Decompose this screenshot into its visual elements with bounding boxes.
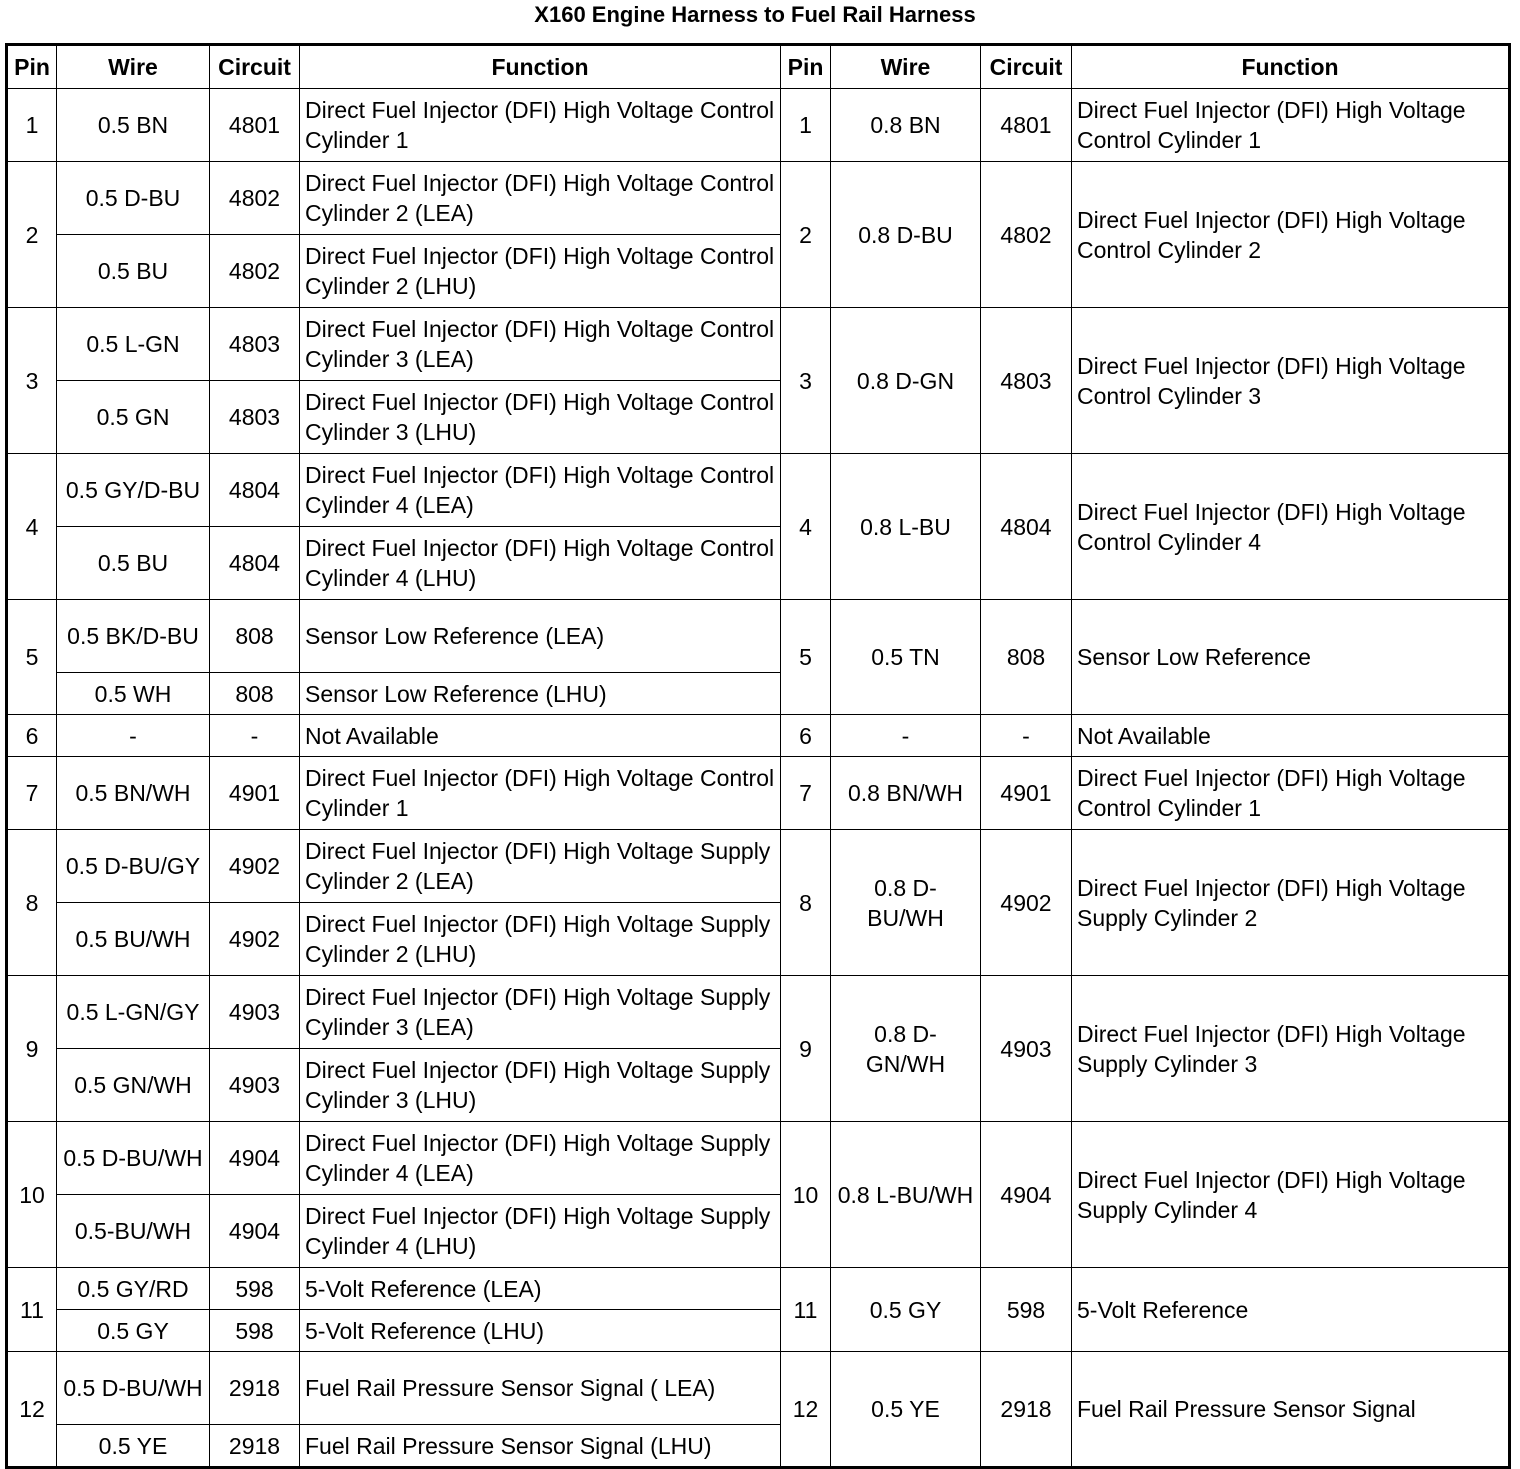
pin-left: 2 xyxy=(7,162,57,308)
pin-right: 2 xyxy=(781,162,831,308)
table-row xyxy=(7,1352,1510,1425)
function-right: Direct Fuel Injector (DFI) High Voltage Control Cylinder 1 xyxy=(1072,89,1510,162)
table-row xyxy=(7,1122,1510,1195)
wire-left: 0.5 D-BU/WH xyxy=(57,1352,210,1425)
wire-left: 0.5 L-GN xyxy=(57,308,210,381)
wire-left: 0.5 D-BU/GY xyxy=(57,830,210,903)
wire-left: 0.5-BU/WH xyxy=(57,1195,210,1268)
table-row xyxy=(7,89,1510,162)
function-left: Not Available xyxy=(300,715,781,757)
circuit-right: 4803 xyxy=(981,308,1072,454)
wire-left: 0.5 D-BU/WH xyxy=(57,1122,210,1195)
circuit-left: 4802 xyxy=(210,162,300,235)
circuit-left: 4804 xyxy=(210,454,300,527)
circuit-right: 598 xyxy=(981,1268,1072,1352)
function-right: Not Available xyxy=(1072,715,1510,757)
pin-left: 12 xyxy=(7,1352,57,1468)
circuit-left: 4903 xyxy=(210,976,300,1049)
circuit-right: 4902 xyxy=(981,830,1072,976)
circuit-left: 4904 xyxy=(210,1122,300,1195)
pin-left: 10 xyxy=(7,1122,57,1268)
table-row xyxy=(7,757,1510,830)
wire-left: - xyxy=(57,715,210,757)
pinout-table xyxy=(5,43,1511,1469)
wire-right: 0.8 D-BU xyxy=(831,162,981,308)
header-circuit-right: Circuit xyxy=(981,45,1072,89)
function-right: Direct Fuel Injector (DFI) High Voltage Control Cylinder 2 xyxy=(1072,162,1510,308)
header-wire-left: Wire xyxy=(57,45,210,89)
pin-right: 12 xyxy=(781,1352,831,1468)
function-left: Direct Fuel Injector (DFI) High Voltage Supply Cylinder 3 (LEA) xyxy=(300,976,781,1049)
table-row xyxy=(7,830,1510,903)
wire-left: 0.5 D-BU xyxy=(57,162,210,235)
wire-left: 0.5 BU xyxy=(57,235,210,308)
pin-left: 11 xyxy=(7,1268,57,1352)
wire-left: 0.5 BU xyxy=(57,527,210,600)
wire-right: 0.8 D-GN xyxy=(831,308,981,454)
function-left: 5-Volt Reference (LEA) xyxy=(300,1268,781,1310)
function-left: Direct Fuel Injector (DFI) High Voltage Control Cylinder 3 (LEA) xyxy=(300,308,781,381)
circuit-left: 4902 xyxy=(210,903,300,976)
circuit-right: 4901 xyxy=(981,757,1072,830)
function-left: Direct Fuel Injector (DFI) High Voltage Supply Cylinder 2 (LEA) xyxy=(300,830,781,903)
function-left: Direct Fuel Injector (DFI) High Voltage Control Cylinder 3 (LHU) xyxy=(300,381,781,454)
function-left: Direct Fuel Injector (DFI) High Voltage Control Cylinder 1 xyxy=(300,89,781,162)
table-row xyxy=(7,1268,1510,1310)
circuit-left: 2918 xyxy=(210,1425,300,1468)
function-left: Sensor Low Reference (LHU) xyxy=(300,673,781,715)
circuit-left: 4802 xyxy=(210,235,300,308)
function-left: Direct Fuel Injector (DFI) High Voltage Control Cylinder 4 (LEA) xyxy=(300,454,781,527)
pin-left: 8 xyxy=(7,830,57,976)
wire-right: 0.8 BN/WH xyxy=(831,757,981,830)
wire-left: 0.5 BU/WH xyxy=(57,903,210,976)
function-right: Direct Fuel Injector (DFI) High Voltage Control Cylinder 1 xyxy=(1072,757,1510,830)
function-left: Direct Fuel Injector (DFI) High Voltage Control Cylinder 4 (LHU) xyxy=(300,527,781,600)
function-left: Direct Fuel Injector (DFI) High Voltage Control Cylinder 2 (LEA) xyxy=(300,162,781,235)
circuit-left: 4903 xyxy=(210,1049,300,1122)
circuit-left: 4901 xyxy=(210,757,300,830)
circuit-left: 598 xyxy=(210,1310,300,1352)
circuit-left: 808 xyxy=(210,673,300,715)
header-pin-left: Pin xyxy=(7,45,57,89)
circuit-right: 4903 xyxy=(981,976,1072,1122)
pin-right: 10 xyxy=(781,1122,831,1268)
pin-left: 5 xyxy=(7,600,57,715)
circuit-left: - xyxy=(210,715,300,757)
wire-right: 0.5 TN xyxy=(831,600,981,715)
wire-left: 0.5 BN xyxy=(57,89,210,162)
wire-left: 0.5 WH xyxy=(57,673,210,715)
function-right: Direct Fuel Injector (DFI) High Voltage Supply Cylinder 3 xyxy=(1072,976,1510,1122)
wire-right: - xyxy=(831,715,981,757)
table-row xyxy=(7,976,1510,1049)
pin-right: 7 xyxy=(781,757,831,830)
pin-right: 3 xyxy=(781,308,831,454)
circuit-right: 2918 xyxy=(981,1352,1072,1468)
wire-left: 0.5 GN/WH xyxy=(57,1049,210,1122)
wire-right: 0.8 BN xyxy=(831,89,981,162)
circuit-left: 2918 xyxy=(210,1352,300,1425)
header-wire-right: Wire xyxy=(831,45,981,89)
pin-right: 6 xyxy=(781,715,831,757)
function-right: Direct Fuel Injector (DFI) High Voltage Control Cylinder 4 xyxy=(1072,454,1510,600)
table-row xyxy=(7,454,1510,527)
pin-right: 11 xyxy=(781,1268,831,1352)
function-left: 5-Volt Reference (LHU) xyxy=(300,1310,781,1352)
circuit-right: 4804 xyxy=(981,454,1072,600)
function-right: 5-Volt Reference xyxy=(1072,1268,1510,1352)
circuit-right: 4802 xyxy=(981,162,1072,308)
function-left: Direct Fuel Injector (DFI) High Voltage Supply Cylinder 4 (LEA) xyxy=(300,1122,781,1195)
circuit-right: 4801 xyxy=(981,89,1072,162)
function-right: Sensor Low Reference xyxy=(1072,600,1510,715)
pin-left: 7 xyxy=(7,757,57,830)
pin-right: 1 xyxy=(781,89,831,162)
function-left: Direct Fuel Injector (DFI) High Voltage Control Cylinder 2 (LHU) xyxy=(300,235,781,308)
pin-left: 4 xyxy=(7,454,57,600)
function-right: Direct Fuel Injector (DFI) High Voltage Control Cylinder 3 xyxy=(1072,308,1510,454)
wire-right: 0.8 D-GN/WH xyxy=(831,976,981,1122)
function-left: Fuel Rail Pressure Sensor Signal ( LEA) xyxy=(300,1352,781,1425)
wire-right: 0.5 YE xyxy=(831,1352,981,1468)
header-pin-right: Pin xyxy=(781,45,831,89)
circuit-right: 4904 xyxy=(981,1122,1072,1268)
function-left: Direct Fuel Injector (DFI) High Voltage Supply Cylinder 3 (LHU) xyxy=(300,1049,781,1122)
wire-left: 0.5 YE xyxy=(57,1425,210,1468)
circuit-left: 4803 xyxy=(210,381,300,454)
wire-left: 0.5 BN/WH xyxy=(57,757,210,830)
pin-right: 8 xyxy=(781,830,831,976)
header-function-right: Function xyxy=(1072,45,1510,89)
table-row xyxy=(7,308,1510,381)
circuit-left: 4904 xyxy=(210,1195,300,1268)
table-row xyxy=(7,162,1510,235)
pin-left: 9 xyxy=(7,976,57,1122)
circuit-left: 598 xyxy=(210,1268,300,1310)
wire-left: 0.5 L-GN/GY xyxy=(57,976,210,1049)
wire-right: 0.8 L-BU xyxy=(831,454,981,600)
table-title: X160 Engine Harness to Fuel Rail Harness xyxy=(534,2,976,27)
table-body xyxy=(7,89,1510,1468)
wire-left: 0.5 GY xyxy=(57,1310,210,1352)
function-left: Direct Fuel Injector (DFI) High Voltage Supply Cylinder 4 (LHU) xyxy=(300,1195,781,1268)
header-function-left: Function xyxy=(300,45,781,89)
pin-left: 6 xyxy=(7,715,57,757)
circuit-left: 4803 xyxy=(210,308,300,381)
pin-left: 3 xyxy=(7,308,57,454)
circuit-right: - xyxy=(981,715,1072,757)
circuit-left: 4801 xyxy=(210,89,300,162)
table-row xyxy=(7,715,1510,757)
header-circuit-left: Circuit xyxy=(210,45,300,89)
circuit-left: 808 xyxy=(210,600,300,673)
circuit-right: 808 xyxy=(981,600,1072,715)
wire-left: 0.5 BK/D-BU xyxy=(57,600,210,673)
pin-right: 4 xyxy=(781,454,831,600)
circuit-left: 4902 xyxy=(210,830,300,903)
wire-right: 0.8 L-BU/WH xyxy=(831,1122,981,1268)
function-left: Direct Fuel Injector (DFI) High Voltage Supply Cylinder 2 (LHU) xyxy=(300,903,781,976)
wire-left: 0.5 GN xyxy=(57,381,210,454)
circuit-left: 4804 xyxy=(210,527,300,600)
header-row xyxy=(7,45,1510,89)
wire-right: 0.5 GY xyxy=(831,1268,981,1352)
pin-left: 1 xyxy=(7,89,57,162)
wire-right: 0.8 D-BU/WH xyxy=(831,830,981,976)
function-left: Direct Fuel Injector (DFI) High Voltage Control Cylinder 1 xyxy=(300,757,781,830)
function-right: Direct Fuel Injector (DFI) High Voltage Supply Cylinder 4 xyxy=(1072,1122,1510,1268)
function-left: Sensor Low Reference (LEA) xyxy=(300,600,781,673)
function-left: Fuel Rail Pressure Sensor Signal (LHU) xyxy=(300,1425,781,1468)
function-right: Fuel Rail Pressure Sensor Signal xyxy=(1072,1352,1510,1468)
table-row xyxy=(7,600,1510,673)
wire-left: 0.5 GY/RD xyxy=(57,1268,210,1310)
function-right: Direct Fuel Injector (DFI) High Voltage Supply Cylinder 2 xyxy=(1072,830,1510,976)
pin-right: 9 xyxy=(781,976,831,1122)
wire-left: 0.5 GY/D-BU xyxy=(57,454,210,527)
pin-right: 5 xyxy=(781,600,831,715)
